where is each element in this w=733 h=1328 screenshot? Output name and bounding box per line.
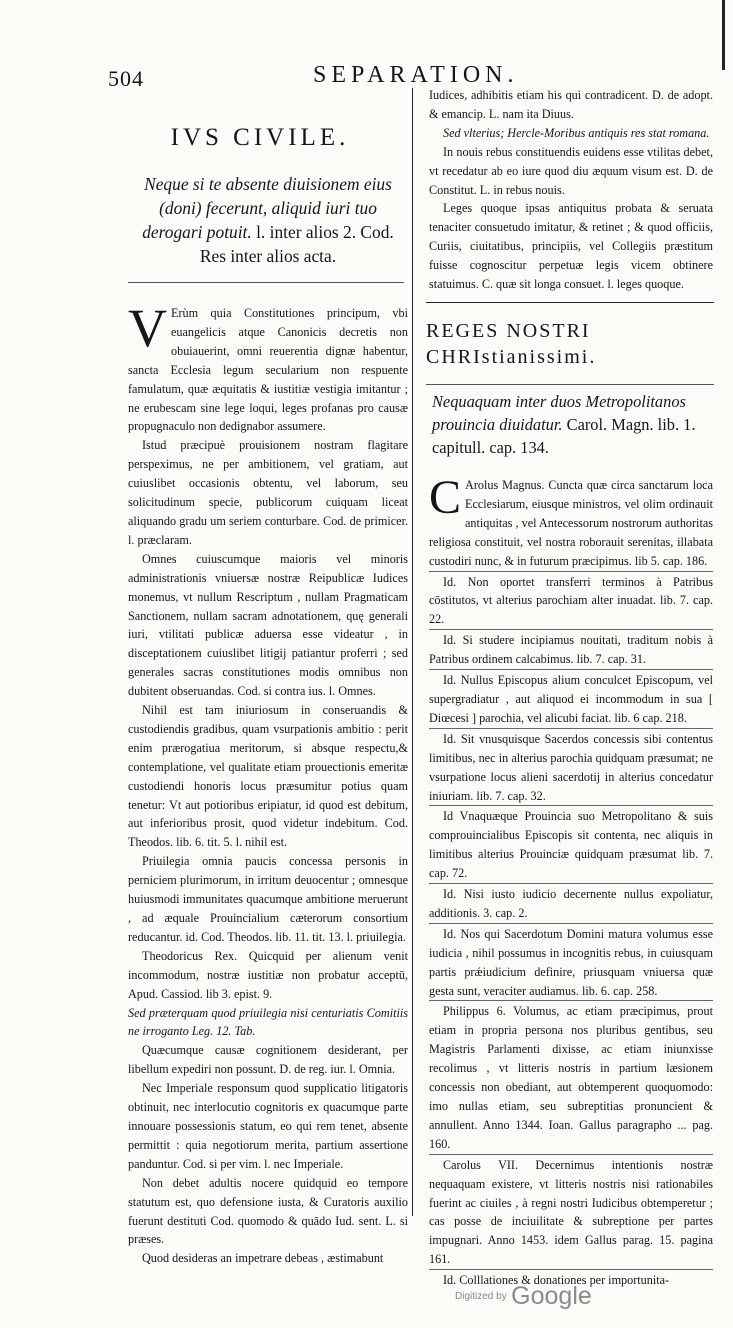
paragraph: Id. Non oportet transferri terminos à Patribus cōstitutos, vt alterius parochiam alter inuadat. lib. 7. cap. 22. [429,573,713,631]
digitized-label: Digitized by [455,1291,507,1302]
paragraph: V Erùm quia Constitutiones principum, vbi euangelicis atque Canonicis decretis non obuiauerint, omni reuerentia dignæ habentur, sancta Ecclesia legum secularium non respuente famulatum, quæ æquitatis & iustitiæ vestigia imitantur ; ne erubescam sine lege loqui, leges profanas pro causæ propugnaculo non dedignabor assumere. [128,298,408,434]
right-lede-italic: Nequaquam inter duos Metropolitanos prouincia diuidatur. [432,392,686,434]
right-lede [432,390,714,459]
right-lede-citation: Carol. Magn. lib. 1. capitull. cap. 134. [432,415,696,457]
section-rule [426,302,714,303]
drop-cap: C [429,471,462,524]
paragraph: Omnes cuiuscumque maioris vel minoris administrationis vniuersæ nostræ Reipublicæ Iudices monemus, vt nullum Rescriptum , nullam Pragmaticam Sanctionem, nullam sacram adnotationem, quę generali iuri, vtilitati publicæ aduersa esse videatur , in disceptationem cuiuslibet litigij patiantur proferri ; sed generales sacras constitutiones modis omnibus non dubitent obseruandas. Cod. si contra ius. l. Omnes. [128,551,408,699]
paragraph: Id. Nisi iusto iudicio decernente nullus expoliatur, additionis. 3. cap. 2. [429,885,713,924]
section-heading-ius-civile: IVS CIVILE. [170,124,350,151]
digitized-watermark [455,1282,592,1311]
left-lede-rule [128,282,404,283]
paragraph: Nihil est tam iniuriosum in conseruandis & custodiendis gradibus, quam vsurpationis ambitio : perit enim prærogatiua meritorum, si absque respectu,& contemplatione, vel qualitate etiam prouectionis emeritæ custodiendi honoris locus præsumitur potius quam tenetur: Vt aut potioribus eripiatur, id quod est debitum, aut inferioribus prosit, quod videtur indebitum. Cod. Theodos. lib. 6. tit. 5. l. nihil est. [128,703,408,850]
paragraph: Carolus VII. Decernimus intentionis nostræ nequaquam existere, vt litteris nostris nisi rationabiles fuerint ac ciuiles , à regni nostri Iudicibus obtemperetur ; cas posse de inciuilitate & subreptione per partes impugnari. Anno 1453. idem Gallus parag. 15. pagina 161. [429,1156,713,1270]
page-number: 504 [108,66,144,91]
left-lede-italic: Neque si te absente diuisionem eius (doni) fecerunt, aliquid iuri tuo derogari potuit. [142,174,392,242]
paragraph: Id. Sit vnusquisque Sacerdos concessis sibi contentus limitibus, nec in alterius parochia quidquam præsumat; ne vsurpatione locus alieni sacerdotij in alterius concedatur iniuriam. lib. 7. cap. 32. [429,730,713,807]
paragraph: Sed præterquam quod priuilegia nisi centuriatis Comitiis ne irroganto Leg. 12. Tab. [128,1005,408,1039]
right-column-text [429,471,713,1291]
paragraph: Id. Nos qui Sacerdotum Domini matura volumus esse iudicia , nihil possumus in incognitis rebus, in cuiusquam partis prǽiudicium definire, priusquam vniuersa quæ gesta sunt, veraciter audiamus. lib. 6. cap. 258. [429,925,713,1002]
paragraph: Id. Si studere incipiamus nouitati, traditum nobis à Patribus ordinem calcabimus. lib. 7. cap. 31. [429,631,713,670]
paragraph: Id. Nullus Episcopus alium conculcet Episcopum, vel supergradiatur , aut aliquod ei incommodum in sua [ Diœcesi ] parochia, vel alicubi faciat. lib. 6 cap. 218. [429,671,713,729]
paragraph: Id Vnaquæque Prouincia suo Metropolitano & suis comprouincialibus Episcopis sit contenta, nec aliquis in limitibus alterius Prouinciæ quidquam præsumat lib. 7. cap. 72. [429,807,713,884]
paragraph: Iudices, adhibitis etiam his qui contradicent. D. de adopt. & emancip. L. nam ita Diuus. [429,88,713,121]
right-heading-rule [426,384,714,385]
paragraph: Quod desideras an impetrare debeas , æstimabunt [142,1251,384,1266]
paragraph: Non debet adultis nocere quidquid eo tempore statutum est, quo defensione iusta, & Curatoris auxilio fuerunt destituti Cod. quomodo & quādo Iud. sent. L. si præses. [128,1175,408,1247]
google-logo: Google [511,1282,592,1310]
paragraph: Leges quoque ipsas antiquitus probata & seruata tenaciter consuetudo imitatur, & retinet ; & quod officiis, Curiis, ciuitatibus, principiis, vel Collegiis præstitum fuisse cognoscitur perpetuæ legis vicem obtinere statuimus. C. quæ sit longa consuet. l. leges quoque. [429,201,713,292]
paragraph: Priuilegia omnia paucis concessa personis in perniciem plurimorum, in irritum deuocentur ; omnesque huiusmodi immunitates quacumque ambitione meruerunt , ad æquale Prouincialium cæterorum consortium reducantur. id. Cod. Theodos. lib. 11. tit. 13. l. priuilegia. [128,854,408,944]
paragraph: Theodoricus Rex. Quicquid per alienum venit incommodum, nostræ iustitiæ non probatur acceptū, Apud. Cassiod. lib 3. epist. 9. [128,948,408,1001]
section-heading-reges: REGES NOSTRI CHRIstianissimi. [426,320,597,368]
paragraph: C Arolus Magnus. Cuncta quæ circa sanctarum loca Ecclesiarum, eiusque ministros, vel olim ordinauit antiquitas , vel Antecessorum nostrorum authoritas religiosa constituit, vel nostra roborauit serenitas, illabata custodiri nunc, & in futurum præcipimus. lib 5. cap. 186. [429,476,713,572]
edge-mark [722,0,725,70]
running-title: SEPARATION. [313,62,519,88]
paragraph: Philippus 6. Volumus, ac etiam præcipimus, prout etiam in propria persona nos pluribus gentibus, seu Magistris Parlamenti dixisse, ac etiam iniunxisse recolimus , vt litteris nostris in partium læsionem concessis non obediant, aut obtemperent quoquomodo: imo nullas etiam, seu subreptitias pronuncient & annullent. Anno 1344. Ioan. Gallus paragrapho ... pag. 160. [429,1002,713,1154]
drop-cap: V [128,298,167,358]
right-top-text [429,86,713,294]
paragraph: Quæcumque causæ cognitionem desiderant, per libellum expediri non possunt. D. de reg. iur. l. Omnia. [128,1043,408,1077]
paragraph: Id. Colllationes & donationes per importunita- [443,1273,670,1288]
left-lede-citation: l. inter alios 2. Cod. Res inter alios acta. [199,222,394,266]
paragraph: Nec Imperiale responsum quod supplicatio litigatoris obtinuit, nec interlocutio cognitoris ex quacumque parte innouare possessionis statum, eo qui rem tenet, absente permittit : quia negotiorum merita, partium assertione panduntur. Cod. si per vim. l. nec Imperiale. [128,1081,408,1171]
paragraph: In nouis rebus constituendis euidens esse vtilitas debet, vt recedatur ab eo iure quod diu æquum visum est. D. de Constitut. L. in rebus nouis. [429,144,713,197]
column-divider [412,88,413,1216]
paragraph: Sed vlterius; Hercle-Moribus antiquis res stat romana. [443,125,710,140]
paragraph: Istud præcipuè prouisionem nostram flagitare perspeximus, ne per ambitionem, vel gratiam, aut cuiuslibet occasionis obtentu, vel laborum, seu solicitudinum specie, publicorum cuiquam liceat aliquando gradu um seriem conturbare. Cod. de primicer. l. præclaram. [128,438,408,547]
left-column-text [128,298,408,1268]
left-lede [128,172,408,268]
